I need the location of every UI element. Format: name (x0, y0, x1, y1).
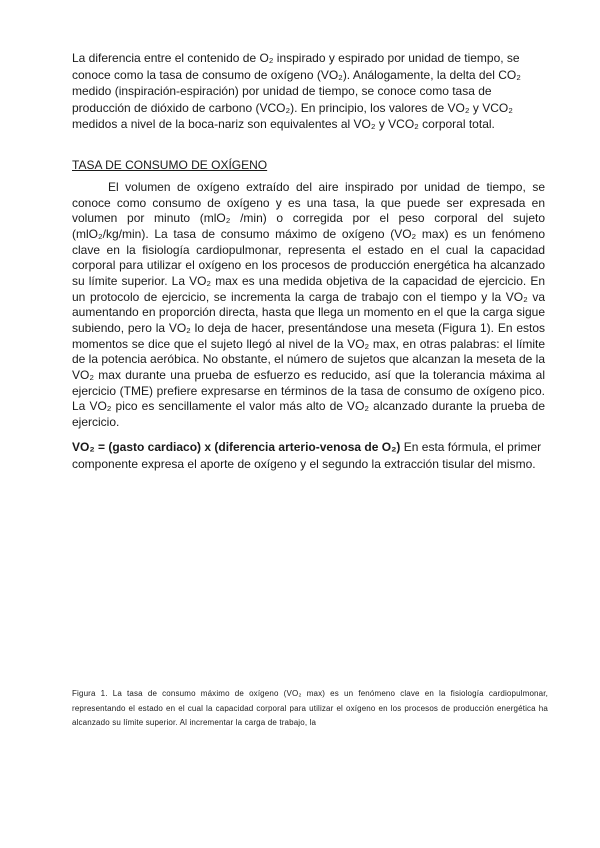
section-heading: TASA DE CONSUMO DE OXÍGENO (72, 158, 268, 172)
section-body-paragraph: El volumen de oxígeno extraído del aire inspirado por unidad de tiempo, se conoce como consumo de oxígeno y es una tasa, la que puede ser expresada en volumen por minuto (mlO₂ /min) o corregida por el peso corporal del sujeto (mlO₂/kg/min). La tasa de consumo máximo de oxígeno (VO₂ max) es un fenómeno clave en la fisiología cardiopulmonar, representa el estado en el cual la capacidad corporal para utilizar el oxígeno en los procesos de producción energética ha alcanzado su límite superior. La VO₂ max es una medida objetiva de la capacidad de ejercicio. En un protocolo de ejercicio, se incrementa la carga de trabajo con el tiempo y la VO₂ va aumentando en proporción directa, hasta que llega un momento en el que la carga sigue subiendo, pero la VO₂ lo deja de hacer, presentándose una meseta (Figura 1). En estos momentos se dice que el sujeto llegó al nivel de la VO₂ max, en otras palabras: el límite de la potencia aeróbica. No obstante, el número de sujetos que alcanzan la meseta de la VO₂ max durante una prueba de esfuerzo es reducido, así que la tolerancia máxima al ejercicio (TME) prefiere expresarse en términos de la tasa de consumo de oxígeno pico. La VO₂ pico es sencillamente el valor más alto de VO₂ alcanzado durante la prueba de ejercicio. (72, 180, 545, 429)
vo2-formula: VO₂ = (gasto cardiaco) x (diferencia arterio-venosa de O₂) (72, 440, 401, 454)
figure-caption: Figura 1. La tasa de consumo máximo de oxígeno (VO₂ max) es un fenómeno clave en la fisiología cardiopulmonar, representando el estado en el cual la capacidad corporal para utilizar el oxígeno en los procesos de producción energética ha alcanzado su límite superior. Al incrementar la carga de trabajo, la (72, 689, 548, 727)
formula-explanation: En esta fórmula, el primer componente expresa el aporte de oxígeno y el segundo la extracción tisular del mismo. (72, 440, 542, 471)
intro-paragraph: La diferencia entre el contenido de O₂ inspirado y espirado por unidad de tiempo, se conoce como la tasa de consumo de oxígeno (VO₂). Análogamente, la delta del CO₂ medido (inspiración-espiración) por unidad de tiempo, se conoce como tasa de producción de dióxido de carbono (VCO₂). En principio, los valores de VO₂ y VCO₂ medidos a nivel de la boca-nariz son equivalentes al VO₂ y VCO₂ corporal total. (72, 51, 521, 131)
formula-paragraph (72, 439, 552, 473)
